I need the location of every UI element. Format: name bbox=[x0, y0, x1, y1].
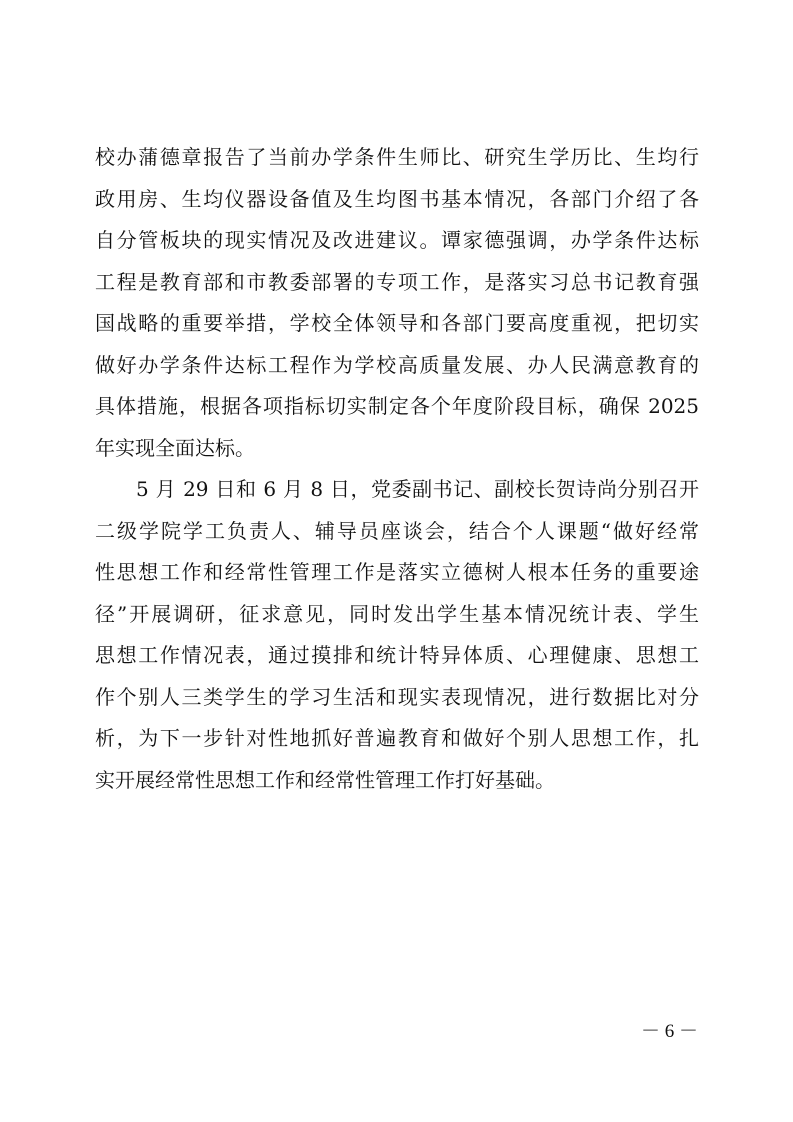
text-line: 校办蒲德章报告了当前办学条件生师比、研究生学历比、生均行 bbox=[95, 145, 699, 169]
body-text bbox=[95, 137, 699, 801]
text-line: 自分管板块的现实情况及改进建议。谭家德强调，办学条件达标 bbox=[95, 228, 699, 252]
text-line: 析，为下一步针对性地抓好普遍教育和做好个别人思想工作，扎 bbox=[95, 726, 699, 750]
text-line: 政用房、生均仪器设备值及生均图书基本情况，各部门介绍了各 bbox=[95, 186, 699, 211]
page-number: － 6 － bbox=[640, 1021, 698, 1042]
paragraph-1 bbox=[95, 137, 699, 469]
text-line: 实开展经常性思想工作和经常性管理工作打好基础。 bbox=[95, 767, 555, 792]
text-line: 二级学院学工负责人、辅导员座谈会，结合个人课题“做好经常 bbox=[95, 518, 699, 543]
text-line: 做好办学条件达标工程作为学校高质量发展、办人民满意教育的 bbox=[95, 352, 699, 377]
text-line: 国战略的重要举措，学校全体领导和各部门要高度重视，把切实 bbox=[95, 311, 699, 335]
text-line: 作个别人三类学生的学习生活和现实表现情况，进行数据比对分 bbox=[95, 684, 699, 709]
paragraph-2 bbox=[95, 469, 699, 801]
text-line: 5 月 29 日和 6 月 8 日，党委副书记、副校长贺诗尚分别召开 bbox=[95, 477, 699, 501]
text-line: 思想工作情况表，通过摸排和统计特异体质、心理健康、思想工 bbox=[95, 643, 699, 667]
text-line: 工程是教育部和市教委部署的专项工作，是落实习总书记教育强 bbox=[95, 269, 699, 294]
text-line: 年实现全面达标。 bbox=[95, 435, 255, 460]
text-line: 性思想工作和经常性管理工作是落实立德树人根本任务的重要途 bbox=[95, 560, 699, 584]
text-line: 具体措施，根据各项指标切实制定各个年度阶段目标，确保 2025 bbox=[95, 394, 699, 418]
text-line: 径”开展调研，征求意见，同时发出学生基本情况统计表、学生 bbox=[95, 601, 699, 626]
